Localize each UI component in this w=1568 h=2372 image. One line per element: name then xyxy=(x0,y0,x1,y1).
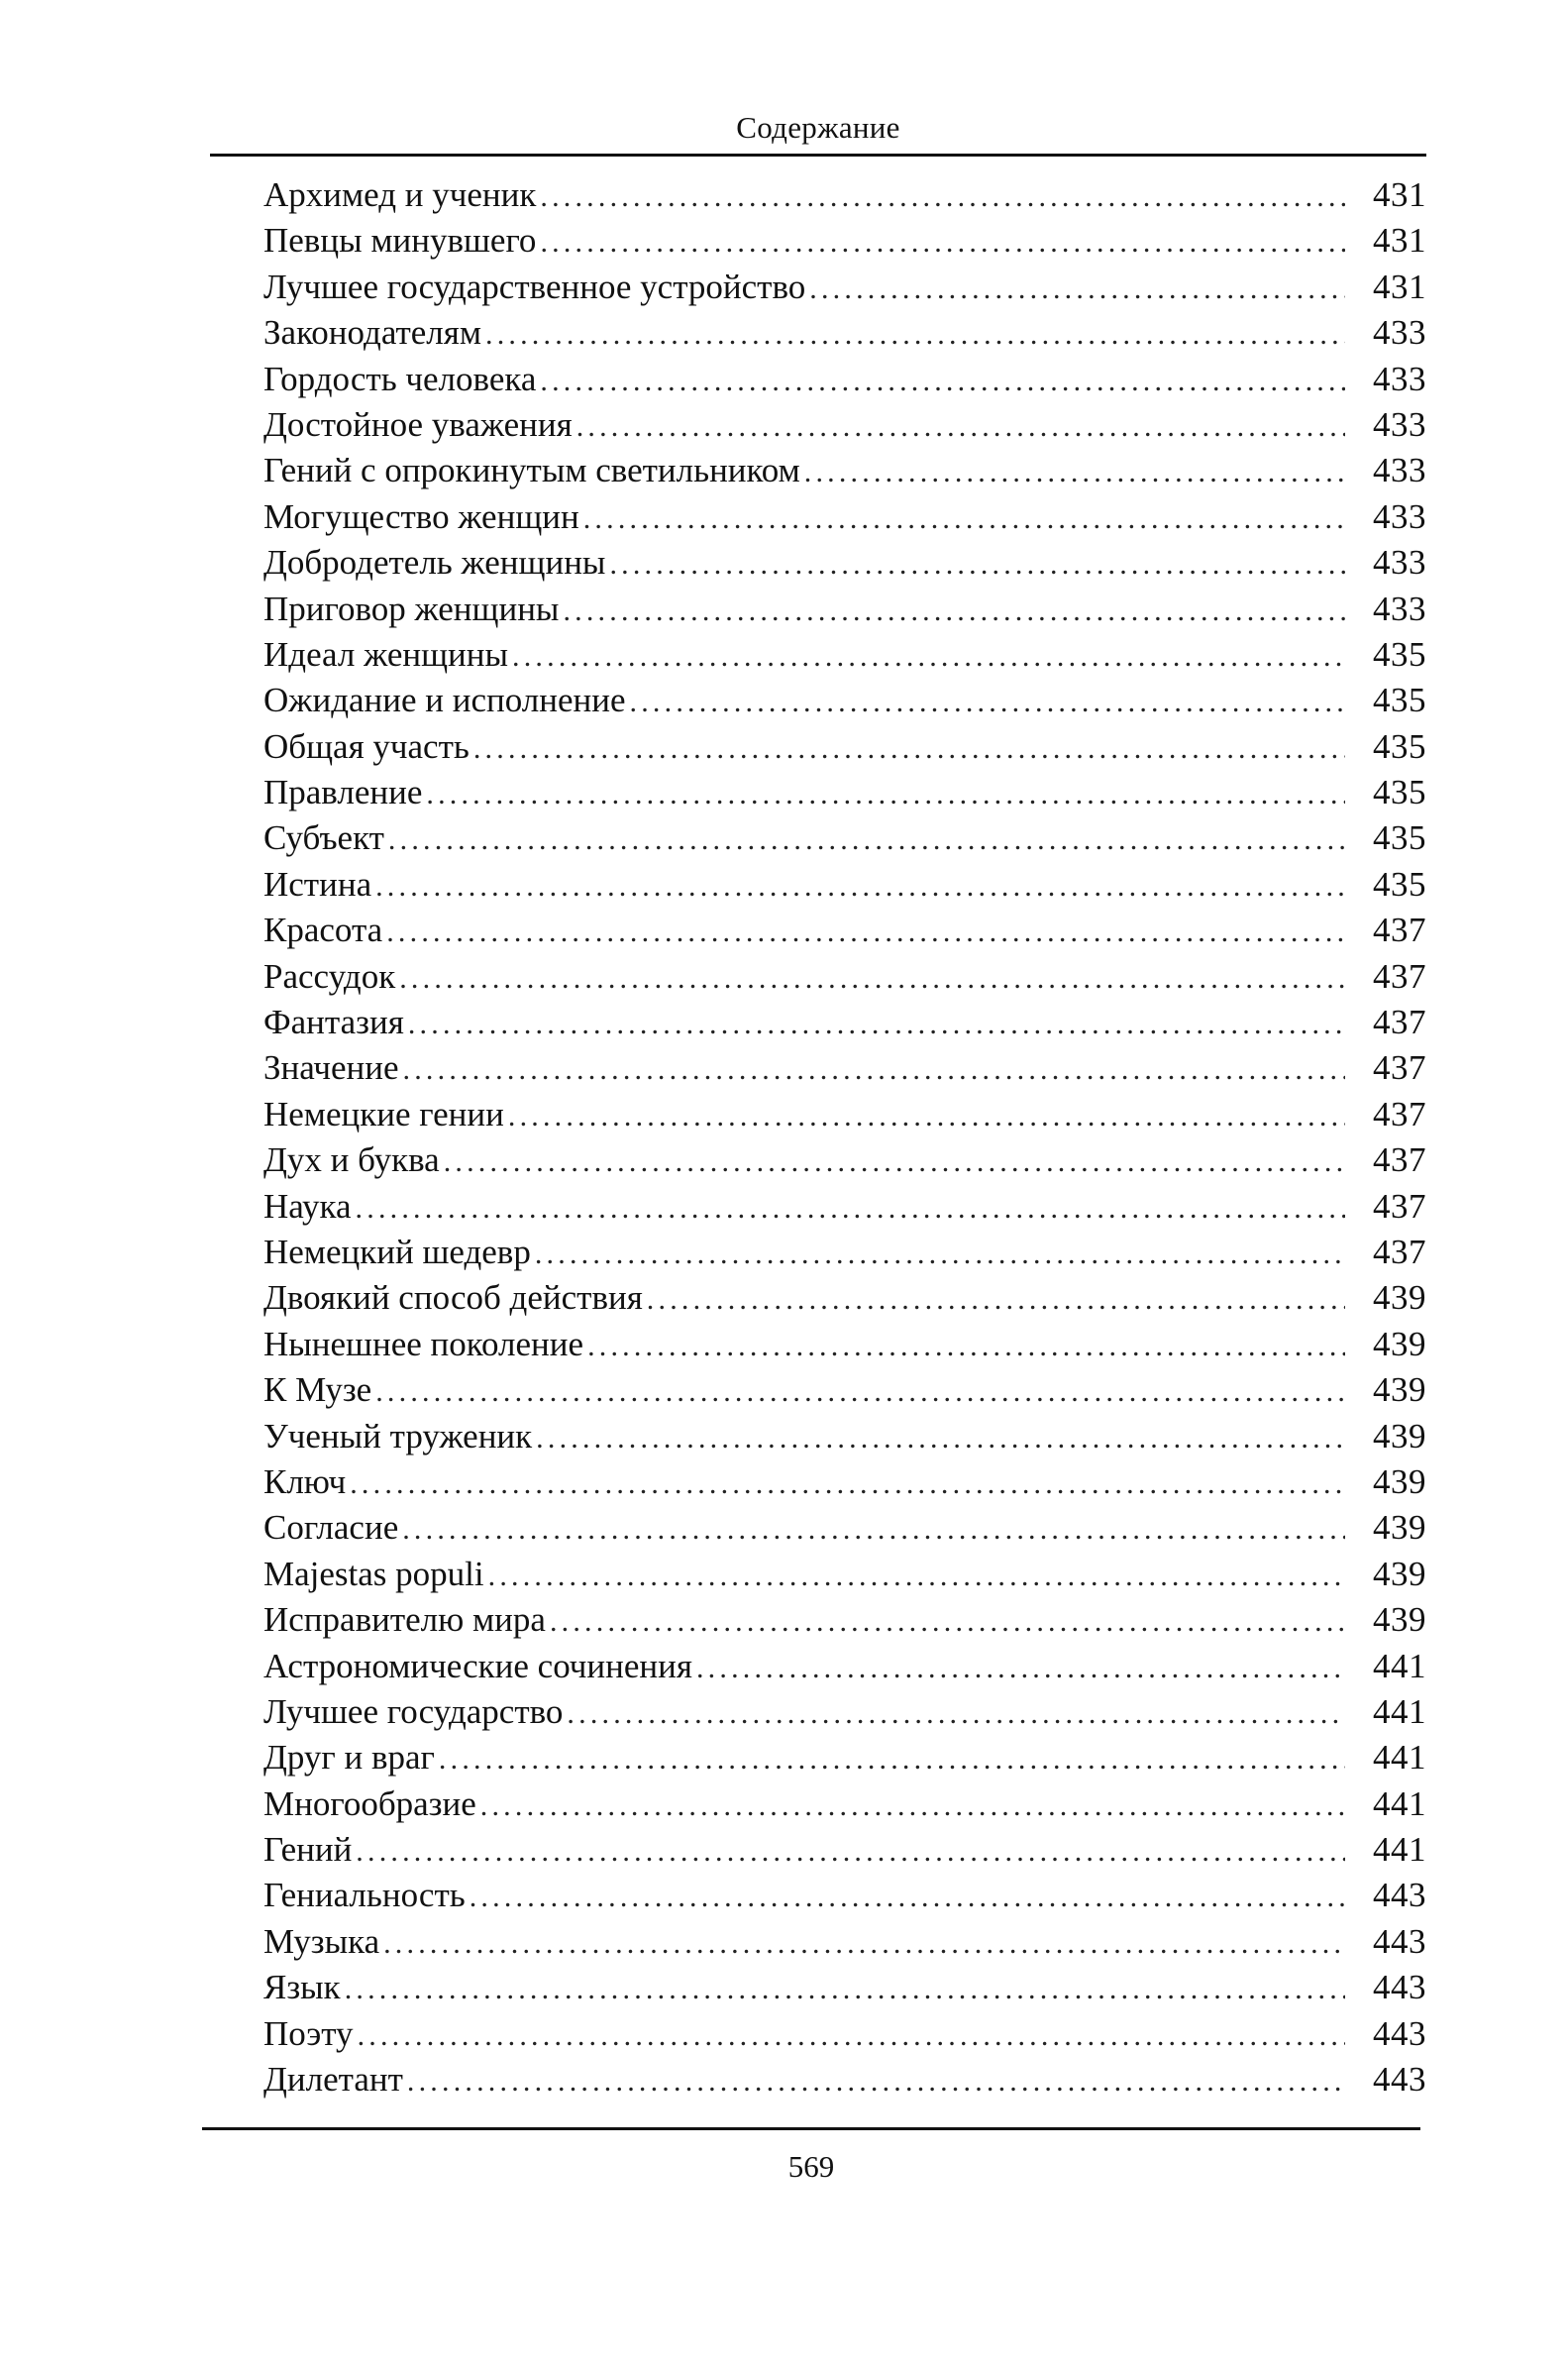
toc-entry-title: Нынешнее поколение xyxy=(263,1324,584,1363)
toc-entry xyxy=(263,218,1426,264)
toc-entry xyxy=(263,540,1426,586)
toc-entry xyxy=(263,815,1426,861)
toc-entry xyxy=(263,402,1426,448)
dot-leader xyxy=(630,680,1345,725)
toc-entry-title: Ключ xyxy=(263,1461,347,1501)
toc-entry-title: Могущество женщин xyxy=(263,496,579,536)
toc-entry-title: Наука xyxy=(263,1186,352,1226)
toc-entry-title: Немецкий шедевр xyxy=(263,1232,531,1271)
dot-leader xyxy=(470,1875,1345,1920)
toc-entry-title: Законодателям xyxy=(263,313,481,353)
toc-entry-title: Субъект xyxy=(263,818,384,858)
toc-entry-page: 435 xyxy=(1373,773,1426,812)
toc-entry xyxy=(263,357,1426,402)
toc-entry xyxy=(263,1781,1426,1827)
toc-entry-page: 437 xyxy=(1373,1094,1426,1133)
toc-entry-title: Исправителю мира xyxy=(263,1600,546,1640)
toc-entry-page: 435 xyxy=(1373,681,1426,720)
toc-entry-title: Гордость человека xyxy=(263,359,537,398)
dot-leader xyxy=(609,542,1345,588)
toc-entry-page: 443 xyxy=(1373,2060,1426,2100)
toc-entry-page: 439 xyxy=(1373,1508,1426,1548)
dot-leader xyxy=(356,1186,1345,1232)
toc-entry-title: Гений с опрокинутым светильником xyxy=(263,451,800,490)
toc-entry-page: 435 xyxy=(1373,864,1426,904)
dot-leader xyxy=(550,1599,1345,1645)
footer-rule xyxy=(202,2127,1420,2130)
toc-entry-page: 437 xyxy=(1373,956,1426,996)
dot-leader xyxy=(399,956,1345,1002)
toc-entry-page: 439 xyxy=(1373,1461,1426,1501)
toc-entry-page: 431 xyxy=(1373,267,1426,306)
toc-entry xyxy=(263,770,1426,815)
toc-entry-page: 437 xyxy=(1373,1048,1426,1088)
dot-leader xyxy=(386,910,1345,955)
toc-entry-title: Язык xyxy=(263,1968,341,2007)
toc-entry xyxy=(263,724,1426,770)
toc-entry xyxy=(263,678,1426,723)
dot-leader xyxy=(696,1646,1345,1691)
toc-entry-page: 441 xyxy=(1373,1830,1426,1870)
toc-entry-title: К Музе xyxy=(263,1370,372,1410)
running-title: Содержание xyxy=(736,110,900,145)
toc-entry xyxy=(263,1092,1426,1137)
toc-entry xyxy=(263,1045,1426,1091)
dot-leader xyxy=(488,1554,1345,1599)
toc-entry-title: Архимед и ученик xyxy=(263,175,537,214)
toc-entry-title: Истина xyxy=(263,864,372,904)
toc-entry-title: Дух и буква xyxy=(263,1140,440,1180)
toc-entry xyxy=(263,954,1426,1000)
toc-entry-page: 437 xyxy=(1373,1186,1426,1226)
toc-entry-title: Majestas populi xyxy=(263,1554,484,1593)
toc-entry-page: 443 xyxy=(1373,1921,1426,1961)
toc-entry-title: Многообразие xyxy=(263,1783,476,1823)
toc-entry-page: 435 xyxy=(1373,634,1426,674)
toc-entry-title: Гений xyxy=(263,1830,353,1870)
toc-entry xyxy=(263,310,1426,356)
header-rule xyxy=(210,154,1426,157)
toc-entry xyxy=(263,1919,1426,1965)
toc-entry-page: 433 xyxy=(1373,359,1426,398)
dot-leader xyxy=(473,726,1345,772)
dot-leader xyxy=(563,589,1345,634)
dot-leader xyxy=(358,2013,1345,2059)
dot-leader xyxy=(407,2059,1345,2104)
toc-entry-title: Поэту xyxy=(263,2013,354,2053)
dot-leader xyxy=(583,496,1345,542)
toc-entry-title: Лучшее государство xyxy=(263,1691,564,1731)
toc-entry xyxy=(263,1827,1426,1873)
toc-entry xyxy=(263,1965,1426,2010)
dot-leader xyxy=(540,220,1345,266)
toc-entry xyxy=(263,1552,1426,1597)
toc-entry-title: Певцы минувшего xyxy=(263,221,537,261)
dot-leader xyxy=(485,312,1345,358)
toc-entry-page: 437 xyxy=(1373,1140,1426,1180)
toc-entry-page: 433 xyxy=(1373,404,1426,444)
toc-entry-page: 439 xyxy=(1373,1324,1426,1363)
dot-leader xyxy=(536,1416,1345,1461)
toc-entry xyxy=(263,862,1426,908)
dot-leader xyxy=(402,1507,1345,1553)
dot-leader xyxy=(439,1737,1345,1782)
toc-entry xyxy=(263,1322,1426,1367)
dot-leader xyxy=(480,1783,1345,1829)
toc-entry xyxy=(263,587,1426,632)
toc-entry-title: Друг и враг xyxy=(263,1738,435,1778)
dot-leader xyxy=(647,1277,1345,1323)
toc-entry-title: Лучшее государственное устройство xyxy=(263,267,806,306)
toc-entry-title: Музыка xyxy=(263,1921,380,1961)
dot-leader xyxy=(535,1232,1345,1277)
toc-entry-page: 435 xyxy=(1373,726,1426,766)
toc-entry xyxy=(263,448,1426,493)
dot-leader xyxy=(375,1369,1345,1415)
dot-leader xyxy=(444,1139,1345,1185)
dot-leader xyxy=(804,450,1345,495)
toc-entry-page: 435 xyxy=(1373,818,1426,858)
dot-leader xyxy=(567,1691,1345,1737)
toc-entry xyxy=(263,494,1426,540)
toc-entry-page: 443 xyxy=(1373,2013,1426,2053)
toc-entry-title: Достойное уважения xyxy=(263,404,573,444)
toc-entry-page: 439 xyxy=(1373,1370,1426,1410)
dot-leader xyxy=(345,1967,1345,2012)
toc-entry-title: Согласие xyxy=(263,1508,399,1548)
table-of-contents xyxy=(263,172,1426,2102)
toc-entry-page: 441 xyxy=(1373,1738,1426,1778)
dot-leader xyxy=(426,772,1345,817)
toc-entry-title: Рассудок xyxy=(263,956,396,996)
dot-leader xyxy=(809,267,1345,312)
toc-entry-page: 433 xyxy=(1373,496,1426,536)
toc-entry-page: 437 xyxy=(1373,1003,1426,1042)
toc-entry-title: Значение xyxy=(263,1048,399,1088)
toc-entry xyxy=(263,908,1426,953)
toc-entry-title: Дилетант xyxy=(263,2060,403,2100)
toc-entry xyxy=(263,1644,1426,1689)
toc-entry-page: 439 xyxy=(1373,1554,1426,1593)
toc-entry-title: Фантазия xyxy=(263,1003,404,1042)
toc-entry-title: Двоякий способ действия xyxy=(263,1278,643,1318)
toc-entry-page: 441 xyxy=(1373,1783,1426,1823)
toc-entry xyxy=(263,632,1426,678)
toc-entry-title: Правление xyxy=(263,773,423,812)
toc-entry-page: 439 xyxy=(1373,1600,1426,1640)
page-number: 569 xyxy=(787,2149,835,2184)
toc-entry-title: Красота xyxy=(263,911,383,950)
toc-entry xyxy=(263,1184,1426,1230)
toc-entry-page: 433 xyxy=(1373,451,1426,490)
toc-entry xyxy=(263,1367,1426,1413)
toc-entry-page: 443 xyxy=(1373,1876,1426,1915)
toc-entry xyxy=(263,1735,1426,1780)
toc-entry-page: 433 xyxy=(1373,313,1426,353)
toc-entry-title: Добродетель женщины xyxy=(263,543,606,583)
toc-entry-page: 439 xyxy=(1373,1278,1426,1318)
toc-entry-page: 437 xyxy=(1373,1232,1426,1271)
dot-leader xyxy=(403,1047,1345,1093)
dot-leader xyxy=(540,174,1345,220)
toc-entry xyxy=(263,1689,1426,1735)
toc-entry xyxy=(263,1597,1426,1643)
toc-entry-title: Ученый труженик xyxy=(263,1416,533,1456)
toc-entry xyxy=(263,1137,1426,1183)
toc-entry-title: Приговор женщины xyxy=(263,589,560,628)
toc-entry-title: Гениальность xyxy=(263,1876,466,1915)
dot-leader xyxy=(408,1002,1345,1047)
toc-entry-page: 439 xyxy=(1373,1416,1426,1456)
toc-entry-page: 431 xyxy=(1373,221,1426,261)
toc-entry-title: Общая участь xyxy=(263,726,470,766)
dot-leader xyxy=(388,817,1345,863)
toc-entry-page: 433 xyxy=(1373,589,1426,628)
dot-leader xyxy=(540,359,1345,404)
toc-entry xyxy=(263,172,1426,218)
dot-leader xyxy=(350,1461,1345,1507)
toc-entry-page: 441 xyxy=(1373,1691,1426,1731)
toc-entry-title: Немецкие гении xyxy=(263,1094,504,1133)
dot-leader xyxy=(375,864,1345,910)
toc-entry xyxy=(263,1000,1426,1045)
toc-entry xyxy=(263,1873,1426,1918)
toc-entry-page: 441 xyxy=(1373,1646,1426,1685)
toc-entry-page: 437 xyxy=(1373,911,1426,950)
toc-entry xyxy=(263,2011,1426,2057)
toc-entry-title: Ожидание и исполнение xyxy=(263,681,626,720)
toc-entry-title: Идеал женщины xyxy=(263,634,509,674)
dot-leader xyxy=(356,1829,1345,1875)
dot-leader xyxy=(512,634,1345,680)
toc-entry-page: 443 xyxy=(1373,1968,1426,2007)
toc-entry xyxy=(263,1230,1426,1275)
toc-entry xyxy=(263,2057,1426,2102)
toc-entry-page: 433 xyxy=(1373,543,1426,583)
dot-leader xyxy=(576,404,1345,450)
dot-leader xyxy=(508,1094,1345,1139)
toc-entry xyxy=(263,1414,1426,1459)
toc-entry xyxy=(263,265,1426,310)
toc-entry-page: 431 xyxy=(1373,175,1426,214)
dot-leader xyxy=(383,1921,1345,1967)
toc-entry-title: Астрономические сочинения xyxy=(263,1646,692,1685)
toc-entry xyxy=(263,1459,1426,1505)
toc-entry xyxy=(263,1275,1426,1321)
dot-leader xyxy=(587,1324,1345,1369)
toc-entry xyxy=(263,1505,1426,1551)
